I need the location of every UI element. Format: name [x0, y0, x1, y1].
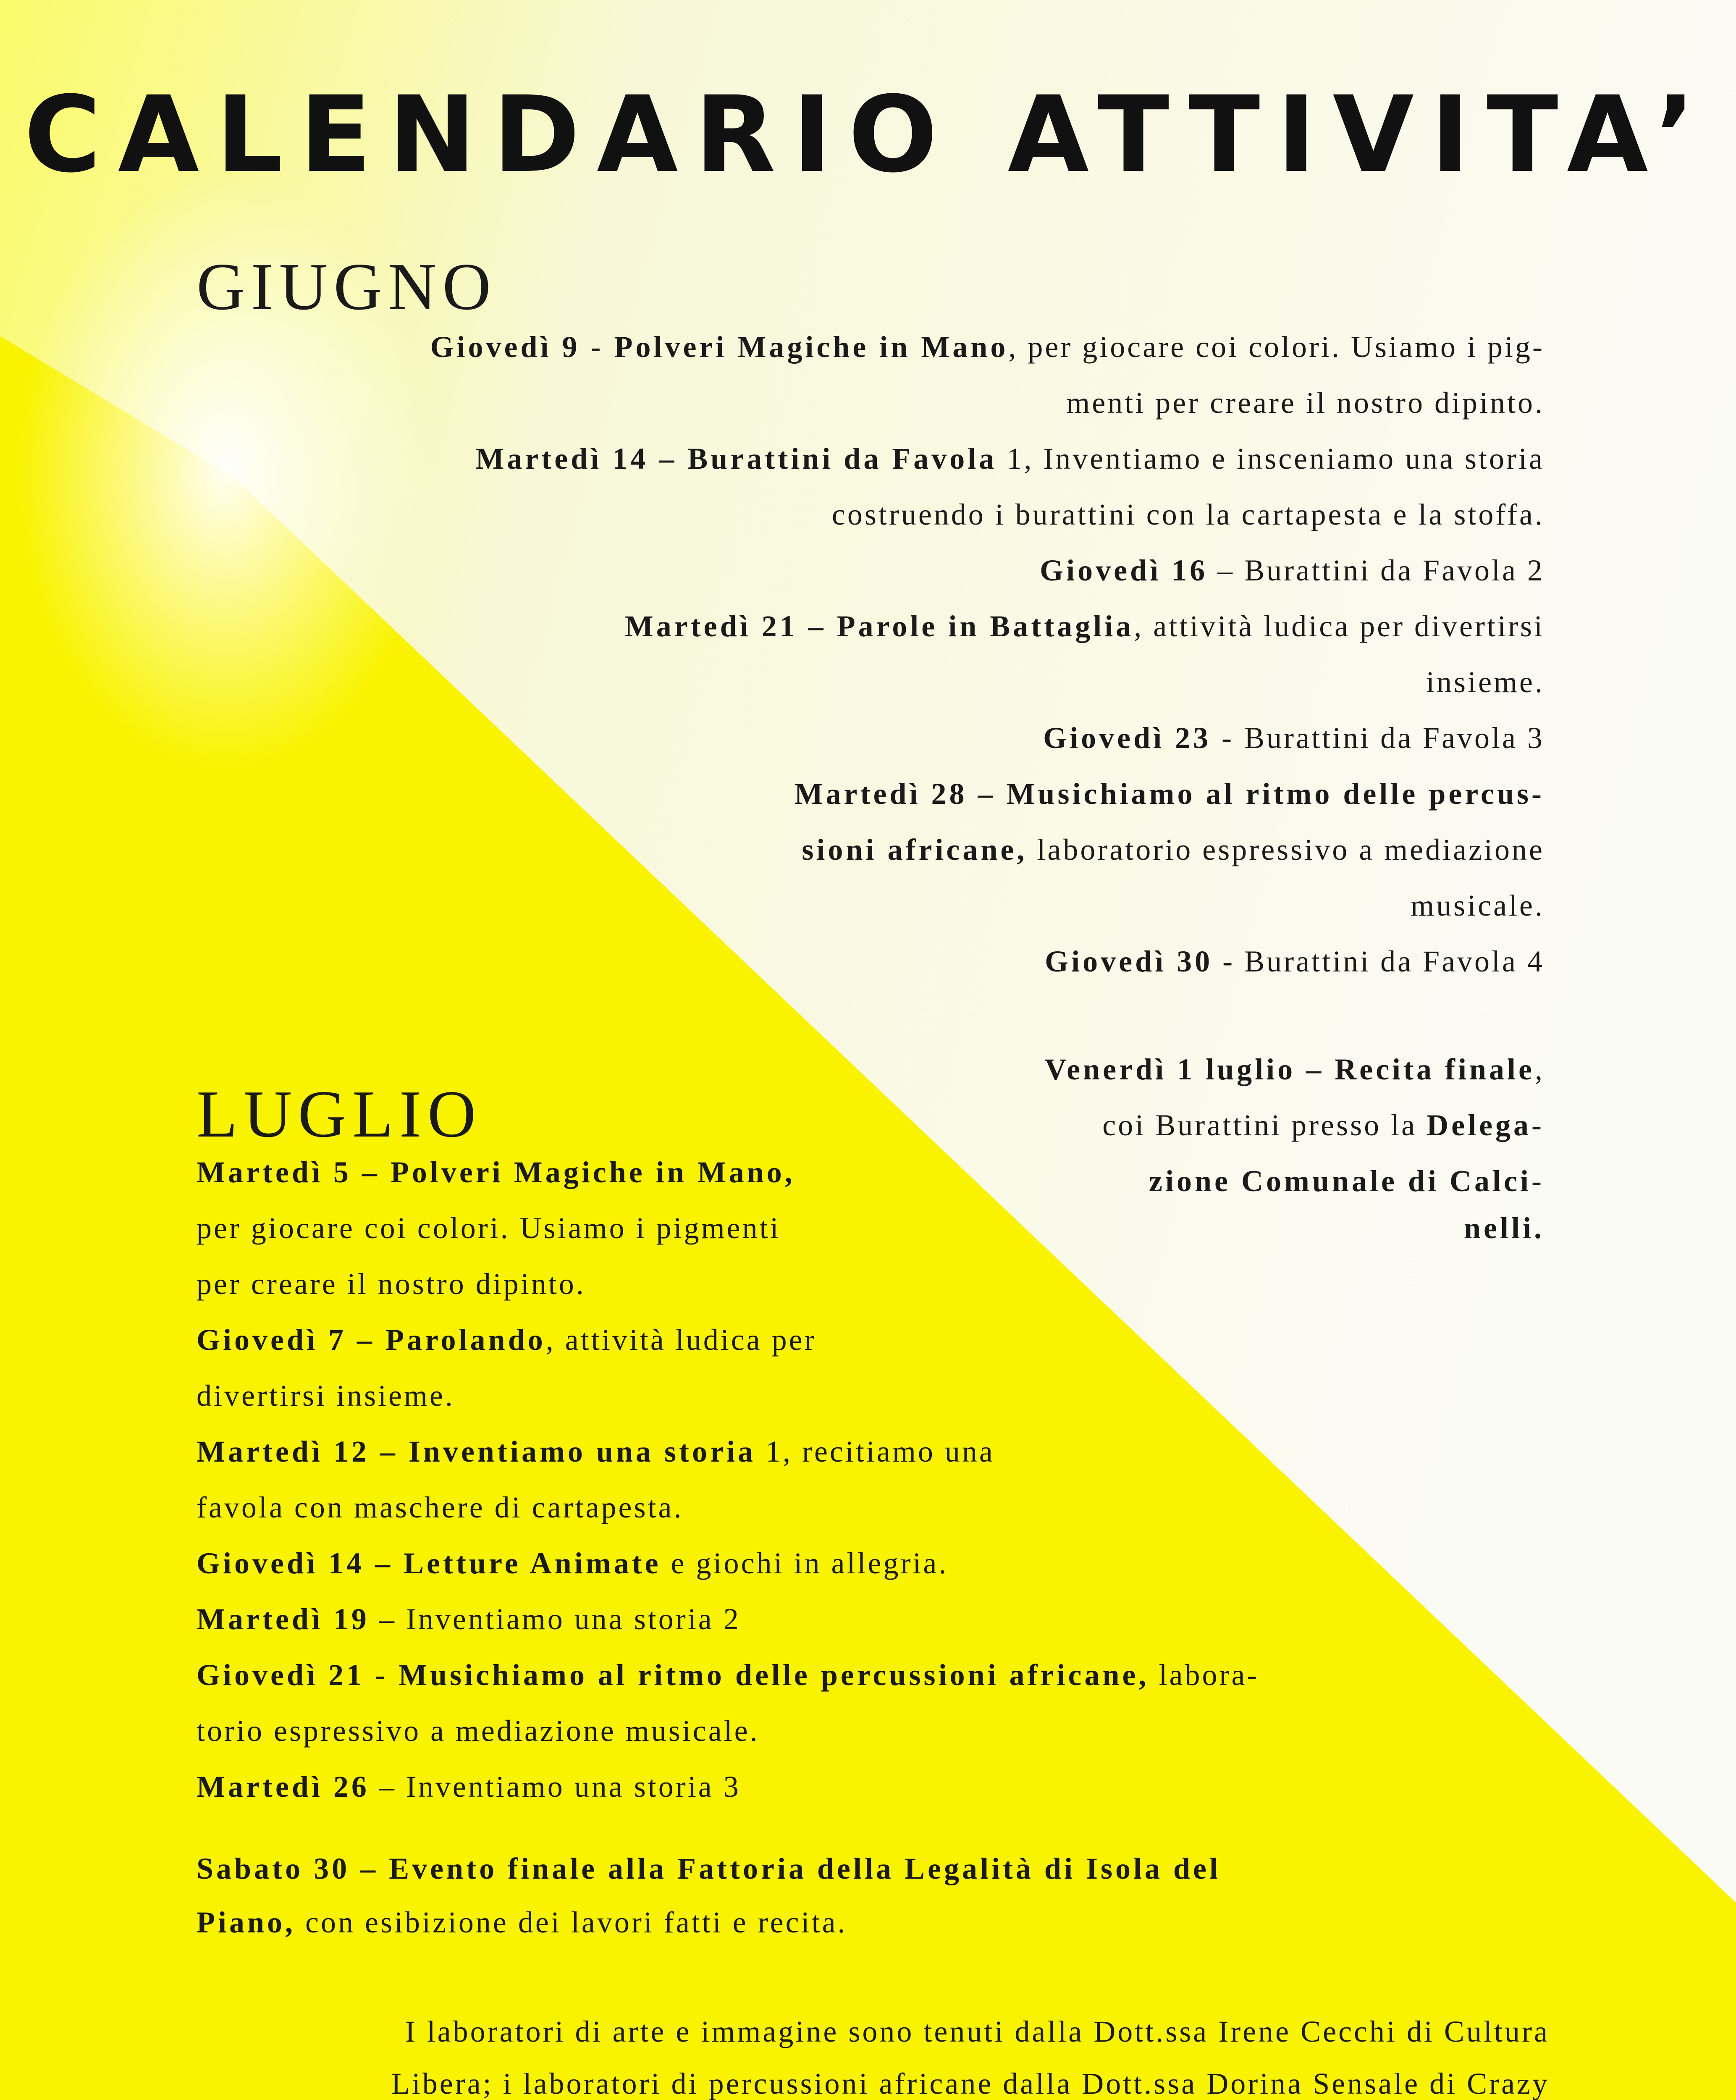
- june-line: Martedì 28 – Musichiamo al ritmo delle percus-: [794, 777, 1545, 811]
- july-line: favola con maschere di cartapesta.: [197, 1491, 684, 1524]
- finale-line: zione Comunale di Calci-: [1149, 1164, 1545, 1198]
- july-line: Martedì 19 – Inventiamo una storia 2: [197, 1602, 741, 1636]
- june-line: musicale.: [1411, 889, 1545, 922]
- july-line: Giovedì 7 – Parolando, attività ludica per: [197, 1323, 817, 1357]
- june-line: Martedì 14 – Burattini da Favola 1, Inventiamo e insceniamo una storia: [475, 442, 1545, 475]
- june-line: insieme.: [1426, 665, 1545, 699]
- july-line: Giovedì 14 – Letture Animate e giochi in allegria.: [197, 1546, 949, 1580]
- credits-line: Libera; i laboratori di percussioni africane dalla Dott.ssa Dorina Sensale di Crazy: [391, 2067, 1550, 2100]
- finale-line: nelli.: [1463, 1211, 1545, 1245]
- final-event-line: Sabato 30 – Evento finale alla Fattoria della Legalità di Isola del: [197, 1852, 1221, 1885]
- june-line: sioni africane, laboratorio espressivo a mediazione: [802, 833, 1545, 866]
- july-final-event: [197, 1842, 1582, 1949]
- june-line: menti per creare il nostro dipinto.: [1066, 386, 1545, 420]
- june-line: Giovedì 16 – Burattini da Favola 2: [1040, 554, 1545, 587]
- june-line: Martedì 21 – Parole in Battaglia, attività ludica per divertirsi: [624, 609, 1545, 643]
- credits-line: I laboratori di arte e immagine sono tenuti dalla Dott.ssa Irene Cecchi di Cultura: [405, 2015, 1550, 2048]
- july-line: Giovedì 21 - Musichiamo al ritmo delle percussioni africane, labora-: [197, 1658, 1259, 1692]
- july-line: per giocare coi colori. Usiamo i pigmenti: [197, 1211, 781, 1245]
- july-line: Martedì 5 – Polveri Magiche in Mano,: [197, 1155, 795, 1189]
- final-event-line: Piano, con esibizione dei lavori fatti e recita.: [197, 1906, 847, 1939]
- july-line: Martedì 12 – Inventiamo una storia 1, recitiamo una: [197, 1435, 995, 1468]
- credits-paragraph: [193, 2006, 1550, 2100]
- june-line: Giovedì 30 - Burattini da Favola 4: [1045, 945, 1545, 978]
- month-heading-june: GIUGNO: [197, 249, 497, 324]
- june-line: Giovedì 9 - Polveri Magiche in Mano, per giocare coi colori. Usiamo i pig-: [430, 330, 1545, 364]
- month-heading-july: LUGLIO: [197, 1076, 482, 1151]
- july-line: divertirsi insieme.: [197, 1379, 455, 1412]
- july-schedule: [197, 1144, 1582, 1815]
- finale-line: coi Burattini presso la Delega-: [1102, 1108, 1545, 1142]
- june-line: costruendo i burattini con la cartapesta e la stoffa.: [831, 498, 1545, 531]
- july-line: per creare il nostro dipinto.: [197, 1267, 586, 1301]
- finale-line: Venerdì 1 luglio – Recita finale,: [1044, 1053, 1545, 1086]
- july-line: torio espressivo a mediazione musicale.: [197, 1714, 760, 1748]
- page-title: CALENDARIO ATTIVITA’: [24, 74, 1712, 196]
- june-line: Giovedì 23 - Burattini da Favola 3: [1043, 721, 1545, 755]
- june-schedule: [193, 319, 1545, 990]
- july-line: Martedì 26 – Inventiamo una storia 3: [197, 1770, 741, 1803]
